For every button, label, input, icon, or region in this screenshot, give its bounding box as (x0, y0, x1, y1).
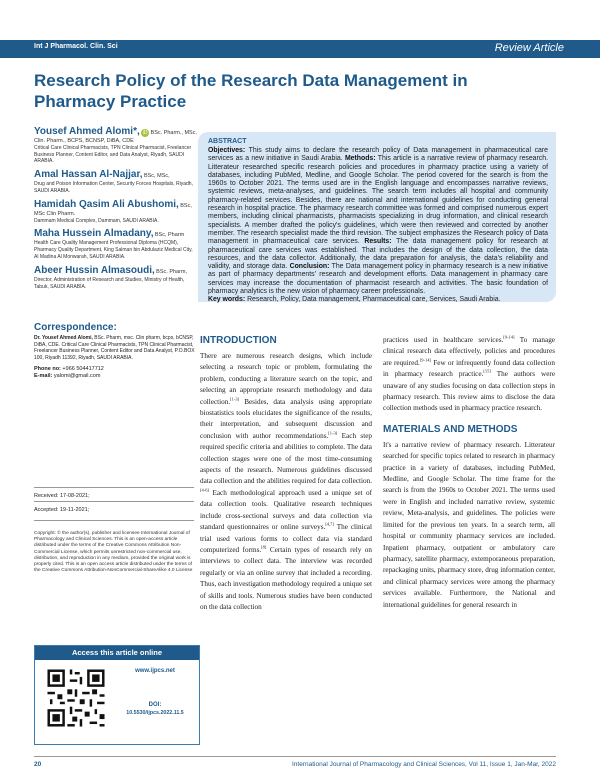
body-column-left (200, 335, 372, 613)
citation: [15] (483, 368, 491, 374)
text-run: Certain types of research rely on interviews to collect data. The interview was recorded regularly or via an online survey that included a recording. Thus, each investigation methodology required a unique set of skills and tools. Numerous studies have been conducted on the data collection (200, 545, 372, 611)
received-date: Received: 17-08-2021; (34, 493, 90, 499)
author-affiliation: Dammam Medical Complex, Dammam, SAUDI ARABIA. (34, 217, 159, 224)
text-run: Besides, data analysis using appropriate biostatistics tools elucidates the significance of the results, their interpretation, and subsequent discussion and conclusion with author recommendations. (200, 397, 372, 440)
objectives-text: This study aims to declare the research policy of Data management in pharmaceutical care services as a new initiative in Saudi Arabia. (208, 147, 548, 163)
text-run: Each methodological approach used a unique set of data collection tools. Qualitative research techniques include cross-sectional surveys and data collection via standard questionnaires or online surveys. (200, 488, 372, 532)
citation: [9-14] (503, 334, 515, 340)
correspondence-address: BSc. Pharm, msc. Clin pharm, bcps, bCNSP, DiBA, CDE. Critical Care Clinical Pharmacists, TPN Clinical Pharmacist, Freelancer Business Planner, Content Editor and Data Analyst, P.O.BOX 100, Riyadh 11392, Riyadh, SAUDI ARABIA. (34, 335, 195, 361)
author-block (34, 265, 198, 291)
author-degrees: BSc. Pharm., MSc. Clin. Pharm., BCPS, BCNSP, DiBA, CDE (34, 130, 198, 144)
text-run: There are numerous research designs, which include selecting a research topic or problem, formulating the problem, conducting a literature search on the topic, and selecting an appropriate research methodology and data collection. (200, 352, 372, 406)
author-block (34, 169, 198, 195)
article-title: Research Policy of the Research Data Management in Pharmacy Practice (34, 71, 468, 111)
abstract-text (208, 147, 548, 305)
methods-label: Methods: (344, 155, 376, 163)
results-text: The data management policy for research at pharmaceutical care services was established. That includes the design of the data collection, the data resources, and the data collector. Additionally, the data preparation for analysis, the data's reliability and validity, and storage data. (208, 238, 548, 271)
methods-text: This article is a narrative review of pharmacy research. Litterateur researched specific research policies and procedures in pharmacy practice using a variety of databases, including PubMed, Medline, and Google Scholar. The period covered for the search is from the 1960s to October 2021. The terms used are in the English language and encompasses narrative reviews, systemic reviews, meta-analyses, and guidelines. The search term includes all hospital and community pharmacy-related services. Besides, there are national and international guidelines for conducting general research in hospital practice. The pharmacy research committee was formed and comprised numerous expert members, including clinical pharmacists, pharmacists specializing in drug information, and clinical research specialists. A member drafted the policy's guidelines, which were then reviewed and corrected by another member. The research specialist made the third revision. The subject emphasizes the Research policy of Data management in pharmaceutical care services. (208, 155, 548, 246)
accepted-date: Accepted: 19-11-2021; (34, 507, 90, 513)
text-run: The clinical trial used various forms to collect data via standard computerized forms. (200, 523, 372, 554)
author-affiliation: Health Care Quality Management Professional Diploma (HCQM), Pharmacy Quality Department, King Salman bin Abdulaziz Medical City, Al Madina Al Monwarah, SAUDI ARABIA. (34, 240, 193, 260)
access-heading: Access this article online (35, 646, 199, 660)
divider (34, 501, 194, 502)
keywords-text: Research, Policy, Data management, Pharmaceutical care, Services, Saudi Arabia. (245, 296, 501, 304)
author-name: Abeer Hussin Almasoudi, (34, 264, 155, 276)
doi-label: DOI: (148, 702, 162, 708)
divider (34, 487, 194, 488)
article-type: Review Article (494, 42, 564, 54)
email-address[interactable]: yalomi@gmail.com (53, 372, 101, 379)
divider (34, 520, 194, 521)
text-run: Few or infrequently found data collection in pharmacy research practice. (383, 358, 555, 379)
author-degrees: BSc, Pharm (154, 232, 185, 239)
text-run: Each step required specific criteria and abilities to complete. The data collection stages were one of the most time-consuming aspects of the research. Numerous guidelines discussed data collection and the abilities required for data collection. (200, 431, 372, 486)
author-list (34, 126, 198, 294)
text-run: practices used in healthcare services. (383, 336, 504, 344)
text-run: To manage clinical research data effectively, policies and procedures are required. (383, 336, 556, 367)
author-block (34, 126, 198, 165)
introduction-heading: INTRODUCTION (200, 335, 277, 346)
author-degrees: BSc. Pharm, (156, 268, 188, 275)
phone-number: +966 504417712 (62, 366, 104, 373)
abstract-box (198, 132, 556, 302)
results-label: Results: (364, 238, 392, 246)
objectives-label: Objectives: (208, 147, 246, 154)
correspondence-name: Dr. Yousef Ahmed Alomi, (34, 335, 93, 341)
doi-value[interactable]: 10.5530/ijpcs.2022.11.5 (126, 710, 184, 716)
author-degrees: BSc, MSc, (143, 173, 170, 180)
author-degrees: BSc, MSc Clin Pharm. (34, 202, 192, 217)
methods-paragraph: It's a narrative review of pharmacy research. Litterateur searched for specific topics related to research in pharmacy practice in a variety of databases, including PubMed, Medline, and Google Scholar. The time frame for the search is from the 1960s to October 2021. The terms used were in English and included narrative review, systemic review, Meta-analysis, and guidelines. The policies were limited for the previous ten years. In a search term, all hospital or community pharmacy services are included. Inpatient pharmacy, outpatient or ambulatory care pharmacy, satellite pharmacy, extemporaneous preparation, repackaging units, pharmacy store, drug information center, and clinical pharmacy services were among the pharmacy services available. Furthermore, the National and international guidelines for general research in (383, 440, 555, 609)
keywords-label: Key words: (208, 296, 246, 304)
author-block (34, 228, 198, 260)
citation: [8] (261, 544, 267, 550)
author-name: Hamidah Qasim Ali Abushomi, (34, 198, 179, 210)
correspondence-details (34, 335, 198, 380)
body-column-right (383, 335, 555, 611)
citation: [1-3] (328, 430, 338, 436)
conclusion-label: Conclusion: (289, 263, 330, 271)
page-number: 20 (34, 761, 42, 768)
phone-label: Phone no: (34, 366, 63, 373)
email-label: E-mail: (34, 372, 54, 379)
qr-code-icon[interactable] (45, 667, 107, 729)
orcid-icon[interactable]: iD (142, 129, 148, 136)
access-online-box (34, 645, 200, 745)
citation: [9-14] (419, 357, 432, 363)
footer-journal-citation: International Journal of Pharmacology and Clinical Sciences, Vol 11, Issue 1, Jan-Mar, 2022 (291, 761, 556, 768)
methods-heading: MATERIALS AND METHODS (383, 423, 518, 435)
citation: [1-3] (230, 396, 240, 402)
journal-short-name: Int J Pharmacol. Clin. Sci (34, 43, 118, 50)
author-name: Maha Hussein Almadany, (34, 228, 154, 240)
abstract-heading: ABSTRACT (208, 138, 247, 145)
copyright-notice: Copyright: © the author(s), publisher and licensee International Journal of Pharmacology and Clinical Sciences. This is an open-access article distributed under the terms of the Creative Commons Attribution Non-Commercial License, which permits unrestricted non-commercial use, distribution, and reproduction in any medium, provided the original work is properly cited. This is an open access article distributed under the terms of the Creative Commons Attribution-NonCommercial-ShareAlike 4.0 License (34, 531, 193, 574)
header-band (0, 40, 600, 58)
text-run: The authors were unaware of any studies focusing on data collection steps in pharmacy research. This review aims to disclose the data collection methods used in pharmacy practice research. (383, 370, 556, 413)
website-link[interactable]: www.ijpcs.net (135, 668, 175, 674)
author-block (34, 199, 198, 225)
author-name: Amal Hassan Al-Najjar, (34, 169, 143, 181)
footer-divider (34, 756, 556, 757)
introduction-paragraph (200, 351, 372, 613)
citation: [4-6] (200, 487, 209, 493)
author-affiliation: Drug and Poison Information Center, Security Forces Hospitals, Riyadh, SAUDI ARABIA. (34, 181, 193, 194)
author-affiliation: Director, Administration of Research and Studies, Ministry of Health, Tabuk, SAUDI ARABIA. (34, 276, 185, 290)
correspondence-heading: Correspondence: (34, 322, 117, 333)
phone-line (34, 366, 198, 373)
conclusion-text: The Data management policy in pharmacy research is a new initiative as part of pharmacy departments' research and development efforts. Data management in pharmacy care services may increase the documentation of pharmacist research and activities. The basic foundation of pharmacy analytics is the new vision of pharmacy career professionals. (208, 263, 548, 296)
email-line (34, 373, 198, 380)
introduction-continued (383, 335, 555, 415)
author-name: Yousef Ahmed Alomi*, (34, 126, 140, 137)
author-affiliation: Critical Care Clinical Pharmacists, TPN Clinical Pharmacist, Freelancer Business Planner, Content Editor, and Data Analyst, Riyadh, SAUDI ARABIA. (34, 144, 192, 165)
citation: [4,7] (325, 521, 334, 527)
